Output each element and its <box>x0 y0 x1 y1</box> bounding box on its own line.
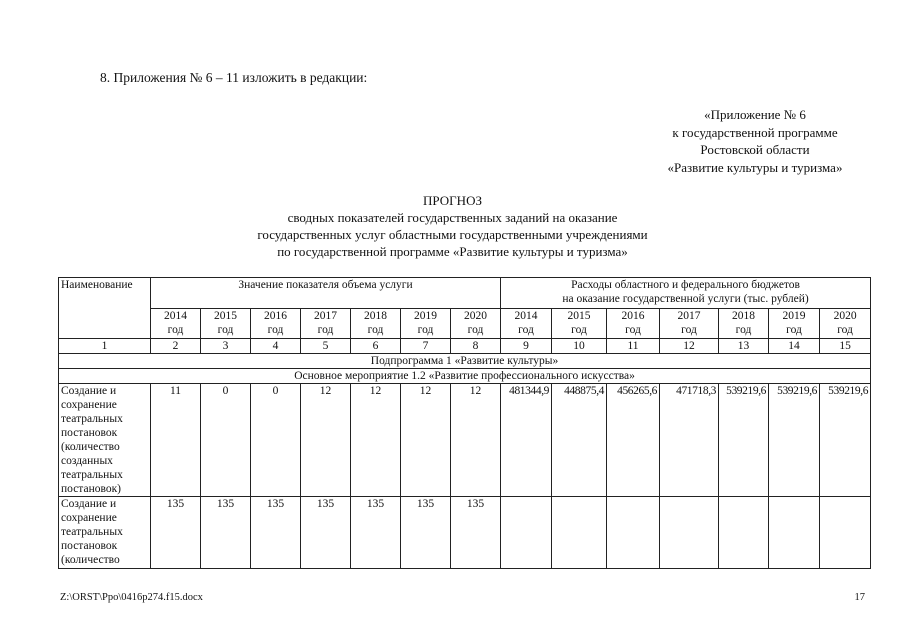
row-name-line: созданных <box>61 455 113 467</box>
year-header-cell <box>552 309 607 339</box>
column-number-cell: 9 <box>501 339 552 354</box>
year-header-cell <box>719 309 769 339</box>
column-number-cell: 8 <box>451 339 501 354</box>
volume-value-cell: 12 <box>401 384 451 497</box>
row-name-line: постановок <box>61 540 118 552</box>
expense-value-cell: 539219,6 <box>820 384 871 497</box>
year-unit-label: год <box>735 324 752 336</box>
expense-value-cell <box>719 497 769 569</box>
year-header-cell <box>401 309 451 339</box>
expense-value-cell <box>660 497 719 569</box>
title-line: государственных услуг областными государственными учреждениями <box>257 227 648 242</box>
year-unit-label: год <box>417 324 434 336</box>
expense-value-cell: 471718,3 <box>660 384 719 497</box>
year-unit-label: год <box>367 324 384 336</box>
year-unit-label: год <box>217 324 234 336</box>
column-number-cell: 11 <box>607 339 660 354</box>
year-label: 2017 <box>314 310 337 322</box>
title-line: по государственной программе «Развитие культуры и туризма» <box>277 244 628 259</box>
expense-value-cell: 539219,6 <box>769 384 820 497</box>
column-number-cell: 10 <box>552 339 607 354</box>
year-header-cell <box>151 309 201 339</box>
year-label: 2015 <box>214 310 237 322</box>
row-name-cell <box>59 384 151 497</box>
year-header-cell <box>201 309 251 339</box>
annex-heading <box>620 106 890 176</box>
year-label: 2020 <box>464 310 488 322</box>
row-name-line: (количество <box>61 441 120 453</box>
expense-value-cell: 456265,6 <box>607 384 660 497</box>
year-unit-label: год <box>467 324 484 336</box>
row-name-line: постановок <box>61 427 118 439</box>
year-header-cell <box>251 309 301 339</box>
annex-line: к государственной программе <box>672 124 838 140</box>
year-label: 2014 <box>514 310 538 322</box>
annex-line: «Развитие культуры и туризма» <box>667 159 843 175</box>
year-unit-label: год <box>571 324 587 336</box>
title-line: ПРОГНОЗ <box>423 193 482 208</box>
year-header-cell <box>607 309 660 339</box>
column-number-cell: 14 <box>769 339 820 354</box>
row-name-line: (количество <box>61 554 120 566</box>
annex-line: Ростовской области <box>700 142 810 157</box>
header-expense-line: на оказание государственной услуги (тыс. рублей) <box>562 293 809 305</box>
expense-value-cell <box>501 497 552 569</box>
column-number-cell: 12 <box>660 339 719 354</box>
volume-value-cell: 0 <box>251 384 301 497</box>
volume-value-cell: 0 <box>201 384 251 497</box>
year-label: 2018 <box>732 310 756 322</box>
year-label: 2018 <box>364 310 387 322</box>
year-header-cell <box>451 309 501 339</box>
column-number-cell: 15 <box>820 339 871 354</box>
column-number-cell: 7 <box>401 339 451 354</box>
volume-value-cell: 11 <box>151 384 201 497</box>
column-number-cell: 3 <box>201 339 251 354</box>
year-unit-label: год <box>167 324 184 336</box>
volume-value-cell: 12 <box>451 384 501 497</box>
footer-file-path: Z:\ORST\Ppo\0416p274.f15.docx <box>60 592 203 603</box>
year-unit-label: год <box>625 324 641 336</box>
header-expense-line: Расходы областного и федерального бюджетов <box>571 279 800 291</box>
year-label: 2017 <box>677 310 701 322</box>
volume-value-cell: 135 <box>151 497 201 569</box>
year-unit-label: год <box>786 324 802 336</box>
year-label: 2015 <box>567 310 591 322</box>
row-name-line: постановок) <box>61 483 121 495</box>
column-number-cell: 2 <box>151 339 201 354</box>
row-name-line: театральных <box>61 413 123 425</box>
year-label: 2019 <box>782 310 806 322</box>
expense-value-cell: 539219,6 <box>719 384 769 497</box>
row-name-cell <box>59 497 151 569</box>
year-header-cell <box>820 309 871 339</box>
year-label: 2020 <box>833 310 857 322</box>
measure-row: Основное мероприятие 1.2 «Развитие профессионального искусства» <box>59 369 871 384</box>
year-header-cell <box>351 309 401 339</box>
column-number-cell: 13 <box>719 339 769 354</box>
year-header-cell <box>769 309 820 339</box>
expense-value-cell <box>820 497 871 569</box>
volume-value-cell: 12 <box>301 384 351 497</box>
volume-value-cell: 135 <box>351 497 401 569</box>
column-number-cell: 5 <box>301 339 351 354</box>
year-unit-label: год <box>267 324 284 336</box>
header-expense-group <box>501 278 871 309</box>
row-name-line: Создание и <box>61 498 117 510</box>
year-unit-label: год <box>837 324 853 336</box>
volume-value-cell: 135 <box>451 497 501 569</box>
forecast-table <box>58 277 871 569</box>
footer-page-number: 17 <box>854 592 865 603</box>
intro-paragraph: 8. Приложения № 6 – 11 изложить в редакции: <box>100 70 368 85</box>
year-unit-label: год <box>317 324 334 336</box>
year-header-cell <box>301 309 351 339</box>
year-label: 2019 <box>414 310 437 322</box>
column-number-cell: 6 <box>351 339 401 354</box>
volume-value-cell: 135 <box>401 497 451 569</box>
row-name-line: театральных <box>61 469 123 481</box>
expense-value-cell: 481344,9 <box>501 384 552 497</box>
year-unit-label: год <box>518 324 534 336</box>
year-label: 2014 <box>164 310 187 322</box>
row-name-line: театральных <box>61 526 123 538</box>
column-number-cell: 1 <box>59 339 151 354</box>
expense-value-cell: 448875,4 <box>552 384 607 497</box>
volume-value-cell: 135 <box>201 497 251 569</box>
header-volume-group: Значение показателя объема услуги <box>151 278 501 309</box>
volume-value-cell: 12 <box>351 384 401 497</box>
expense-value-cell <box>769 497 820 569</box>
expense-value-cell <box>607 497 660 569</box>
year-label: 2016 <box>621 310 645 322</box>
volume-value-cell: 135 <box>251 497 301 569</box>
annex-line: «Приложение № 6 <box>704 107 806 122</box>
year-unit-label: год <box>681 324 697 336</box>
year-header-cell <box>501 309 552 339</box>
document-title <box>0 192 905 260</box>
row-name-line: сохранение <box>61 399 117 411</box>
title-line: сводных показателей государственных заданий на оказание <box>287 210 618 225</box>
year-label: 2016 <box>264 310 287 322</box>
subprogram-row: Подпрограмма 1 «Развитие культуры» <box>59 354 871 369</box>
column-number-cell: 4 <box>251 339 301 354</box>
year-header-cell <box>660 309 719 339</box>
row-name-line: сохранение <box>61 512 117 524</box>
expense-value-cell <box>552 497 607 569</box>
header-name: Наименование <box>59 278 151 339</box>
volume-value-cell: 135 <box>301 497 351 569</box>
row-name-line: Создание и <box>61 385 117 397</box>
